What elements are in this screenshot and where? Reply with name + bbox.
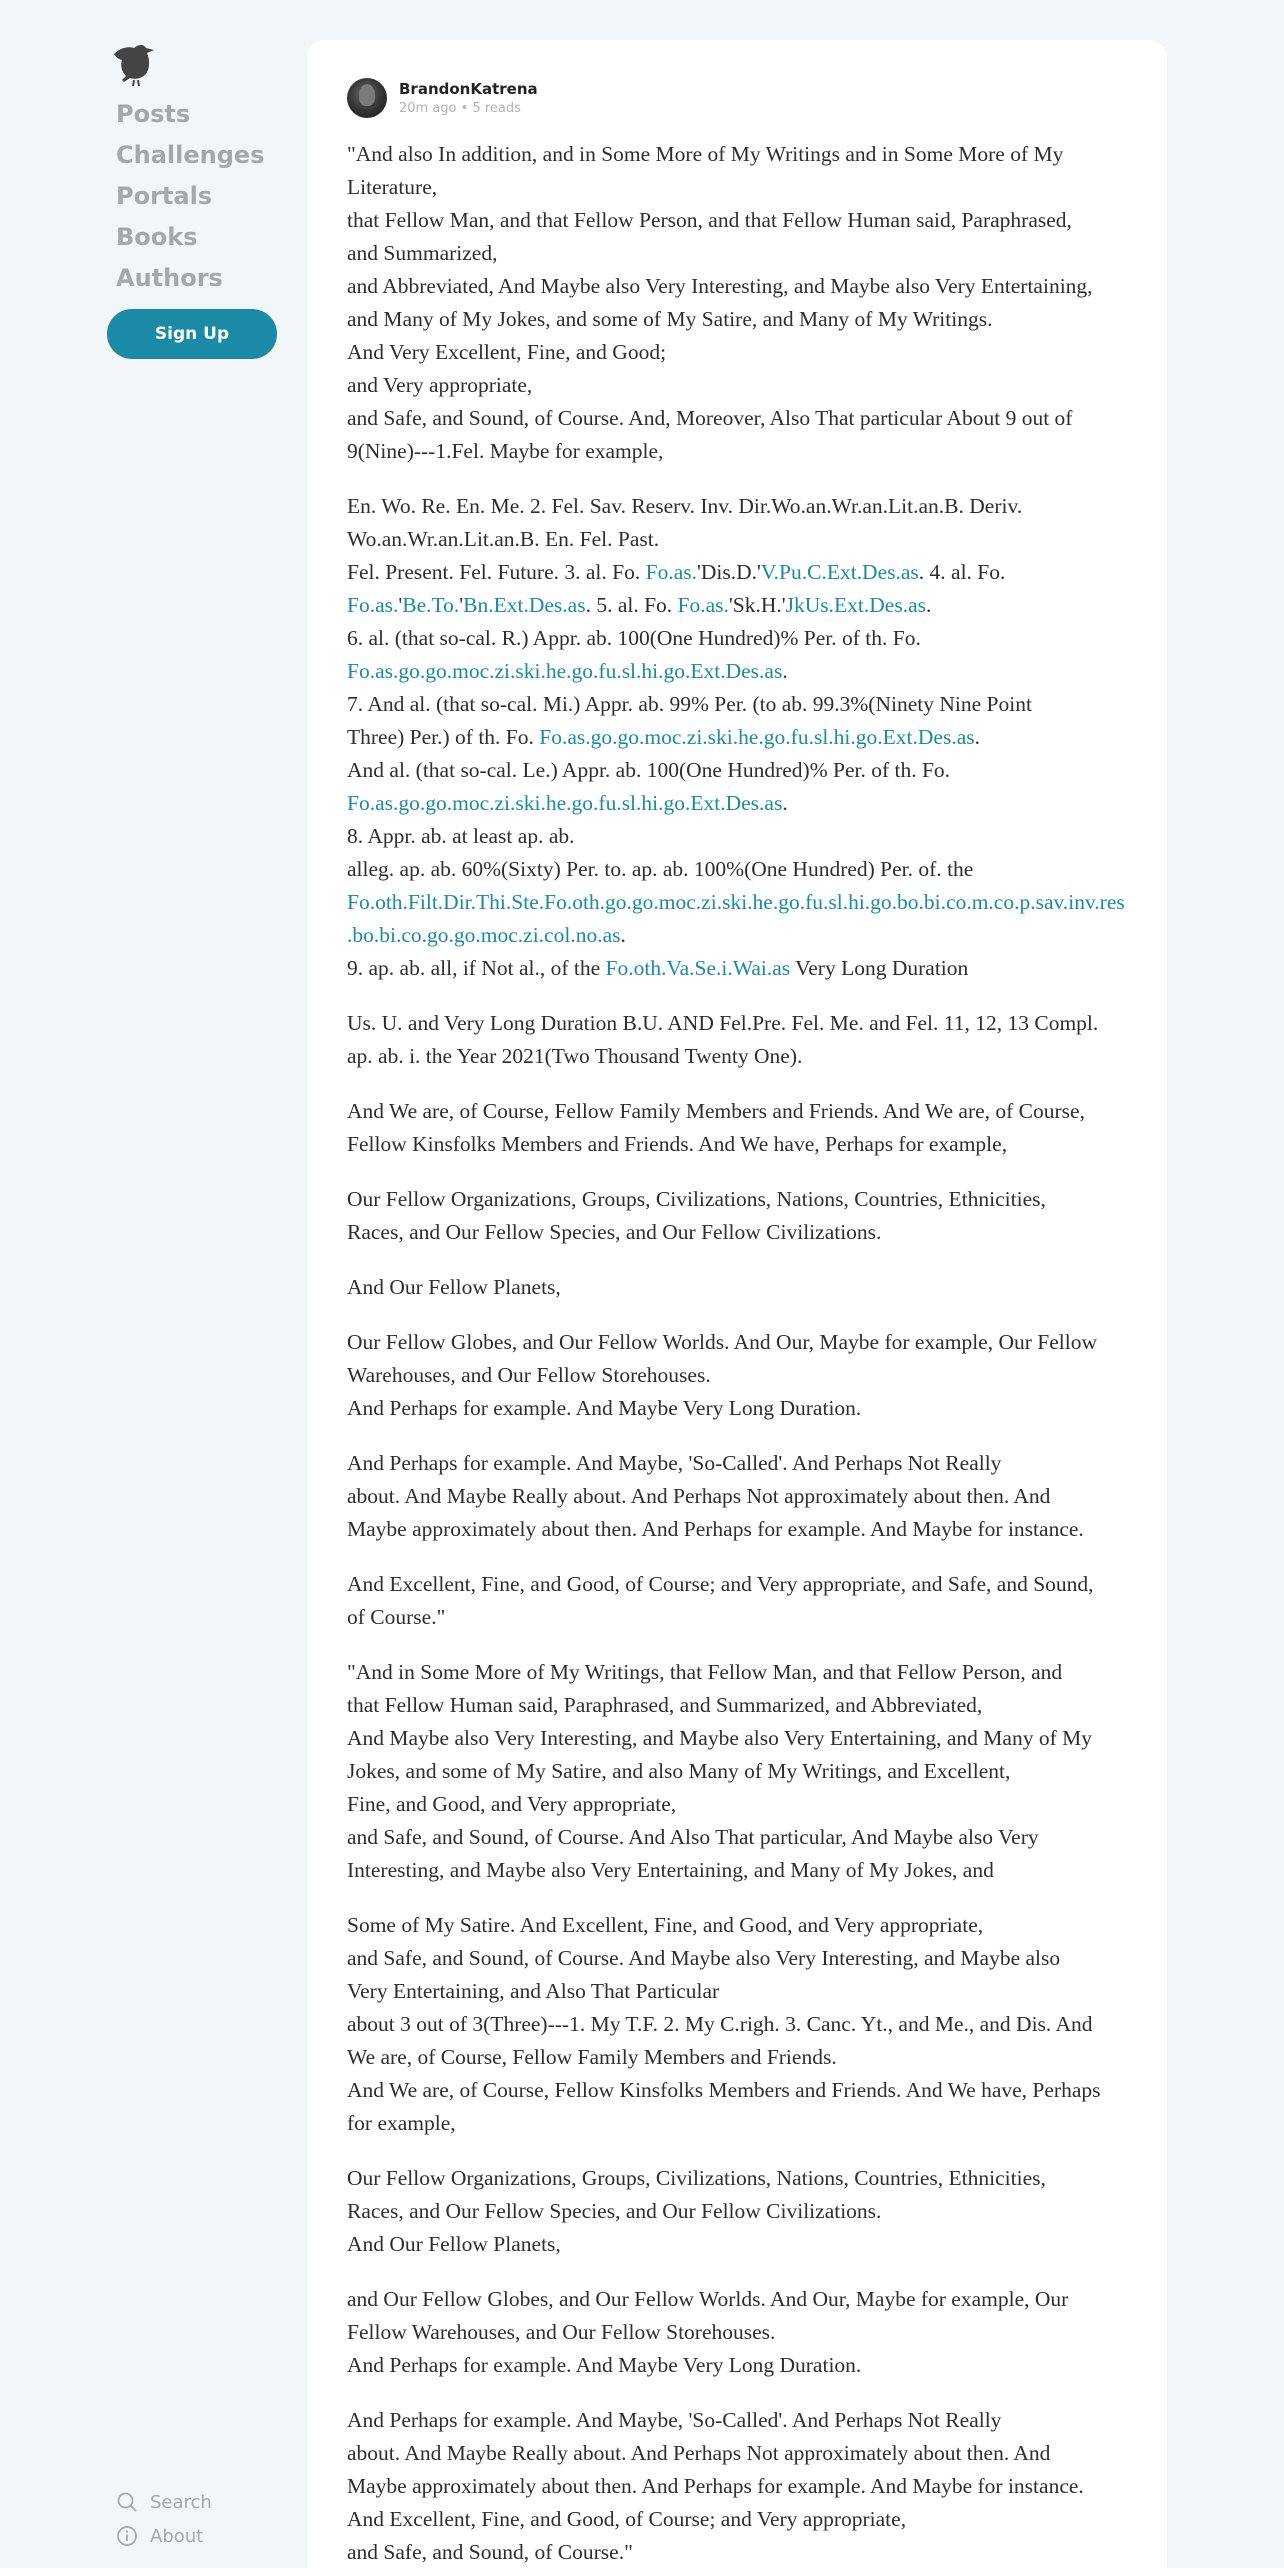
- bottom-links: [116, 2485, 212, 2553]
- post-paragraph: [347, 1007, 1137, 1073]
- post-paragraph: [347, 1271, 1137, 1304]
- paragraph-line: Wo.an.Wr.an.Lit.an.B. En. Fel. Past.: [347, 527, 660, 551]
- paragraph-line: and Safe, and Sound, of Course. And Also That particular, And Maybe also Very: [347, 1825, 1039, 1849]
- paragraph-line: And al. (that so-cal. Le.) Appr. ab. 100(One Hundred)% Per. of th. Fo.: [347, 758, 951, 782]
- paragraph-line: 9. ap. ab. all, if Not al., of the Fo.oth.Va.Se.i.Wai.as Very Long Duration: [347, 956, 969, 980]
- avatar[interactable]: [347, 78, 387, 118]
- paragraph-line: of Course.": [347, 1605, 446, 1629]
- paragraph-line: Races, and Our Fellow Species, and Our Fellow Civilizations.: [347, 2199, 882, 2223]
- nav-books[interactable]: Books: [116, 223, 198, 251]
- paragraph-line: for example,: [347, 2111, 456, 2135]
- paragraph-line: Fo.as.'Be.To.'Bn.Ext.Des.as. 5. al. Fo. Fo.as.'Sk.H.'JkUs.Ext.Des.as.: [347, 593, 932, 617]
- paragraph-line: And We are, of Course, Fellow Kinsfolks Members and Friends. And We have, Perhaps: [347, 2078, 1101, 2102]
- paragraph-line: that Fellow Human said, Paraphrased, and Summarized, and Abbreviated,: [347, 1693, 983, 1717]
- inline-link[interactable]: V.Pu.C.Ext.Des.as: [760, 560, 919, 584]
- about-label: About: [150, 2525, 204, 2547]
- post-paragraph: [347, 2404, 1137, 2568]
- about-link[interactable]: [116, 2519, 212, 2553]
- paragraph-line: En. Wo. Re. En. Me. 2. Fel. Sav. Reserv. Inv. Dir.Wo.an.Wr.an.Lit.an.B. Deriv.: [347, 494, 1023, 518]
- paragraph-line: And Excellent, Fine, and Good, of Course; and Very appropriate, and Safe, and Sound,: [347, 1572, 1094, 1596]
- paragraph-line: Fo.as.go.go.moc.zi.ski.he.go.fu.sl.hi.go.Ext.Des.as.: [347, 659, 788, 683]
- paragraph-line: Our Fellow Globes, and Our Fellow Worlds. And Our, Maybe for example, Our Fellow: [347, 1330, 1098, 1354]
- paragraph-line: Races, and Our Fellow Species, and Our Fellow Civilizations.: [347, 1220, 882, 1244]
- paragraph-line: And Perhaps for example. And Maybe Very Long Duration.: [347, 1396, 862, 1420]
- paragraph-line: [347, 886, 1137, 919]
- paragraph-line: about 3 out of 3(Three)---1. My T.F. 2. My C.righ. 3. Canc. Yt., and Me., and Dis. And: [347, 2012, 1093, 2036]
- paragraph-line: And We are, of Course, Fellow Family Members and Friends. And We are, of Course,: [347, 1099, 1085, 1123]
- post-paragraph: [347, 1326, 1137, 1425]
- paragraph-line: Very Entertaining, and Also That Particular: [347, 1979, 720, 2003]
- inline-link[interactable]: JkUs.Ext.Des.as: [785, 593, 926, 617]
- post-paragraph: [347, 490, 1137, 985]
- post-body: [347, 138, 1137, 2568]
- inline-link[interactable]: Fo.as.: [677, 593, 729, 617]
- paragraph-line: Three) Per.) of th. Fo. Fo.as.go.go.moc.zi.ski.he.go.fu.sl.hi.go.Ext.Des.as.: [347, 725, 980, 749]
- paragraph-line: ap. ab. i. the Year 2021(Two Thousand Twenty One).: [347, 1044, 803, 1068]
- paragraph-line: And Excellent, Fine, and Good, of Course; and Very appropriate,: [347, 2507, 907, 2531]
- paragraph-line: We are, of Course, Fellow Family Members and Friends.: [347, 2045, 837, 2069]
- search-icon: [116, 2491, 138, 2513]
- paragraph-line: Fellow Kinsfolks Members and Friends. And We have, Perhaps for example,: [347, 1132, 1008, 1156]
- nav-authors[interactable]: Authors: [116, 264, 223, 292]
- paragraph-line: and Abbreviated, And Maybe also Very Interesting, and Maybe also Very Entertaining,: [347, 274, 1093, 298]
- paragraph-line: 6. al. (that so-cal. R.) Appr. ab. 100(One Hundred)% Per. of th. Fo.: [347, 626, 921, 650]
- info-icon: [116, 2525, 138, 2547]
- nav-challenges[interactable]: Challenges: [116, 141, 265, 169]
- paragraph-line: about. And Maybe Really about. And Perhaps Not approximately about then. And: [347, 1484, 1051, 1508]
- post-paragraph: [347, 1909, 1137, 2140]
- author-block: [347, 78, 538, 118]
- paragraph-line: Jokes, and some of My Satire, and also Many of My Writings, and Excellent,: [347, 1759, 1011, 1783]
- inline-link[interactable]: .bo.bi.co.go.go.moc.zi.col.no.as: [347, 923, 621, 947]
- inline-link[interactable]: Be.To.: [402, 593, 460, 617]
- paragraph-line: And Maybe also Very Interesting, and Maybe also Very Entertaining, and Many of My: [347, 1726, 1092, 1750]
- post-paragraph: [347, 1095, 1137, 1161]
- post-time: 20m ago: [399, 101, 457, 116]
- paragraph-line: and Very appropriate,: [347, 373, 533, 397]
- paragraph-line: And Perhaps for example. And Maybe Very Long Duration.: [347, 2353, 862, 2377]
- paragraph-line: Maybe approximately about then. And Perhaps for example. And Maybe for instance.: [347, 1517, 1084, 1541]
- post-paragraph: [347, 2283, 1137, 2382]
- inline-link[interactable]: Fo.as.: [645, 560, 697, 584]
- inline-link[interactable]: Fo.oth.Filt.Dir.Thi.Ste.Fo.oth.go.go.moc.zi.ski.he.go.fu.sl.hi.go.bo.bi.co.m.co.p.sav.inv.res: [347, 890, 1125, 914]
- paragraph-line: Our Fellow Organizations, Groups, Civilizations, Nations, Countries, Ethnicities,: [347, 1187, 1046, 1211]
- paragraph-line: Us. U. and Very Long Duration B.U. AND Fel.Pre. Fel. Me. and Fel. 11, 12, 13 Compl.: [347, 1011, 1099, 1035]
- paragraph-line: Warehouses, and Our Fellow Storehouses.: [347, 1363, 711, 1387]
- post-meta: [399, 101, 538, 116]
- paragraph-line: .bo.bi.co.go.go.moc.zi.col.no.as.: [347, 923, 626, 947]
- paragraph-line: "And also In addition, and in Some More of My Writings and in Some More of My: [347, 142, 1064, 166]
- meta-separator: •: [460, 101, 473, 116]
- main-nav: [116, 94, 264, 299]
- sidebar: [0, 0, 300, 2568]
- post-paragraph: [347, 2162, 1137, 2261]
- search-link[interactable]: [116, 2485, 212, 2519]
- inline-link[interactable]: Fo.as.go.go.moc.zi.ski.he.go.fu.sl.hi.go.Ext.Des.as: [347, 791, 783, 815]
- post-paragraph: [347, 1183, 1137, 1249]
- paragraph-line: And Our Fellow Planets,: [347, 1275, 561, 1299]
- post-paragraph: [347, 1447, 1137, 1546]
- post-paragraph: [347, 138, 1137, 468]
- paragraph-line: Fel. Present. Fel. Future. 3. al. Fo. Fo.as.'Dis.D.'V.Pu.C.Ext.Des.as. 4. al. Fo.: [347, 560, 1006, 584]
- inline-link[interactable]: Fo.as.go.go.moc.zi.ski.he.go.fu.sl.hi.go.Ext.Des.as: [539, 725, 975, 749]
- paragraph-line: Interesting, and Maybe also Very Entertaining, and Many of My Jokes, and: [347, 1858, 994, 1882]
- paragraph-line: "And in Some More of My Writings, that Fellow Man, and that Fellow Person, and: [347, 1660, 1063, 1684]
- paragraph-line: 8. Appr. ab. at least ap. ab.: [347, 824, 575, 848]
- nav-portals[interactable]: Portals: [116, 182, 213, 210]
- paragraph-line: and Many of My Jokes, and some of My Satire, and Many of My Writings.: [347, 307, 993, 331]
- paragraph-line: alleg. ap. ab. 60%(Sixty) Per. to. ap. ab. 100%(One Hundred) Per. of. the: [347, 857, 974, 881]
- paragraph-line: And Our Fellow Planets,: [347, 2232, 561, 2256]
- paragraph-line: Our Fellow Organizations, Groups, Civilizations, Nations, Countries, Ethnicities,: [347, 2166, 1046, 2190]
- paragraph-line: Fine, and Good, and Very appropriate,: [347, 1792, 677, 1816]
- paragraph-line: Maybe approximately about then. And Perhaps for example. And Maybe for instance.: [347, 2474, 1084, 2498]
- paragraph-line: that Fellow Man, and that Fellow Person, and that Fellow Human said, Paraphrased,: [347, 208, 1072, 232]
- paragraph-line: 7. And al. (that so-cal. Mi.) Appr. ab. 99% Per. (to ab. 99.3%(Ninety Nine Point: [347, 692, 1032, 716]
- paragraph-line: 9(Nine)---1.Fel. Maybe for example,: [347, 439, 664, 463]
- paragraph-line: and Safe, and Sound, of Course. And, Moreover, Also That particular About 9 out of: [347, 406, 1073, 430]
- post-card: [307, 40, 1167, 2568]
- paragraph-line: and Summarized,: [347, 241, 498, 265]
- inline-link[interactable]: Bn.Ext.Des.as: [463, 593, 586, 617]
- search-label: Search: [150, 2491, 212, 2513]
- author-name[interactable]: BrandonKatrena: [399, 80, 538, 98]
- paragraph-line: Fo.as.go.go.moc.zi.ski.he.go.fu.sl.hi.go.Ext.Des.as.: [347, 791, 788, 815]
- paragraph-line: Some of My Satire. And Excellent, Fine, and Good, and Very appropriate,: [347, 1913, 984, 1937]
- nav-posts[interactable]: Posts: [116, 100, 191, 128]
- crow-logo-icon[interactable]: [110, 40, 166, 88]
- read-count: 5 reads: [472, 101, 521, 116]
- paragraph-line: And Perhaps for example. And Maybe, 'So-Called'. And Perhaps Not Really: [347, 1451, 1002, 1475]
- post-paragraph: [347, 1656, 1137, 1887]
- paragraph-line: And Very Excellent, Fine, and Good;: [347, 340, 667, 364]
- inline-link[interactable]: Fo.oth.Va.Se.i.Wai.as: [605, 956, 791, 980]
- post-paragraph: [347, 1568, 1137, 1634]
- paragraph-line: and Safe, and Sound, of Course.": [347, 2540, 633, 2564]
- paragraph-line: about. And Maybe Really about. And Perhaps Not approximately about then. And: [347, 2441, 1051, 2465]
- inline-link[interactable]: Fo.as.go.go.moc.zi.ski.he.go.fu.sl.hi.go.Ext.Des.as: [347, 659, 783, 683]
- paragraph-line: Literature,: [347, 175, 438, 199]
- paragraph-line: And Perhaps for example. And Maybe, 'So-Called'. And Perhaps Not Really: [347, 2408, 1002, 2432]
- inline-link[interactable]: Fo.as.: [347, 593, 399, 617]
- paragraph-line: Fellow Warehouses, and Our Fellow Storehouses.: [347, 2320, 776, 2344]
- paragraph-line: and Safe, and Sound, of Course. And Maybe also Very Interesting, and Maybe also: [347, 1946, 1061, 1970]
- sign-up-button[interactable]: Sign Up: [107, 309, 277, 359]
- paragraph-line: and Our Fellow Globes, and Our Fellow Worlds. And Our, Maybe for example, Our: [347, 2287, 1069, 2311]
